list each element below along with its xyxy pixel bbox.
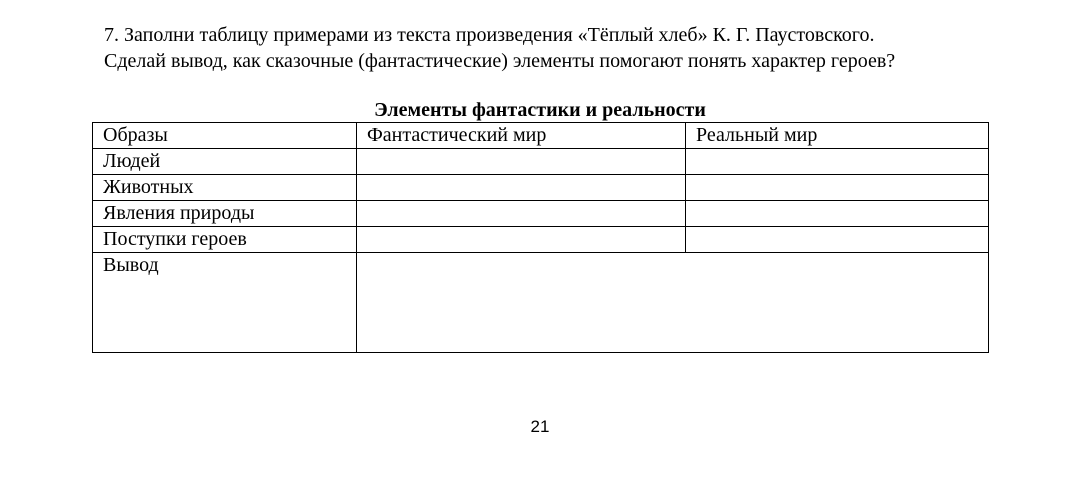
header-real-world: Реальный мир bbox=[686, 123, 989, 149]
cell-real-people[interactable] bbox=[686, 149, 989, 175]
row-label-nature: Явления природы bbox=[93, 201, 357, 227]
table-header-row bbox=[93, 123, 989, 149]
cell-real-animals[interactable] bbox=[686, 175, 989, 201]
table-row-conclusion bbox=[93, 253, 989, 353]
header-fantastic-world: Фантастический мир bbox=[357, 123, 686, 149]
row-label-people: Людей bbox=[93, 149, 357, 175]
row-label-actions: Поступки героев bbox=[93, 227, 357, 253]
cell-conclusion[interactable] bbox=[357, 253, 989, 353]
table-row bbox=[93, 149, 989, 175]
fantasy-reality-table bbox=[92, 122, 989, 353]
row-label-conclusion: Вывод bbox=[93, 253, 357, 353]
cell-fantastic-animals[interactable] bbox=[357, 175, 686, 201]
cell-fantastic-actions[interactable] bbox=[357, 227, 686, 253]
cell-fantastic-people[interactable] bbox=[357, 149, 686, 175]
task-line-1: 7. Заполни таблицу примерами из текста произведения «Тёплый хлеб» К. Г. Паустовского. bbox=[104, 24, 875, 46]
cell-fantastic-nature[interactable] bbox=[357, 201, 686, 227]
cell-real-nature[interactable] bbox=[686, 201, 989, 227]
page-number: 21 bbox=[530, 417, 550, 436]
task-line-2: Сделай вывод, как сказочные (фантастические) элементы помогают понять характер героев? bbox=[104, 50, 896, 72]
table-title: Элементы фантастики и реальности bbox=[374, 99, 706, 121]
cell-real-actions[interactable] bbox=[686, 227, 989, 253]
task-text bbox=[104, 22, 1004, 74]
table-row bbox=[93, 175, 989, 201]
header-images: Образы bbox=[93, 123, 357, 149]
table-row bbox=[93, 227, 989, 253]
row-label-animals: Животных bbox=[93, 175, 357, 201]
table-row bbox=[93, 201, 989, 227]
